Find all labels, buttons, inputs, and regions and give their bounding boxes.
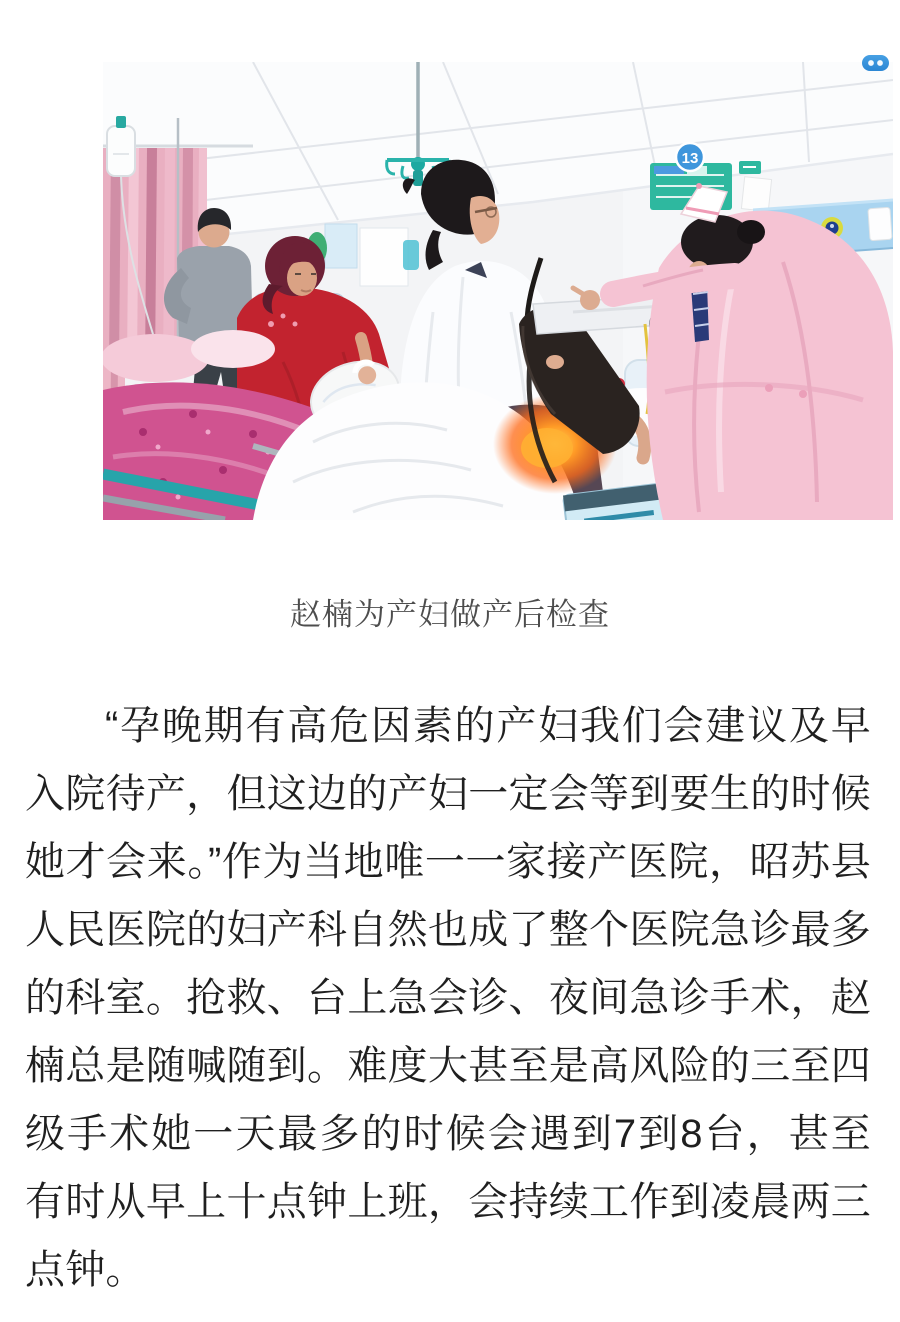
ward-number: 13 [681,150,699,167]
article-image[interactable] [103,62,893,520]
hospital-ward-scene [103,62,893,520]
article-paragraph: “孕晚期有高危因素的产妇我们会建议及早入院待产，但这边的产妇一定会等到要生的时候她才会来。”作为当地唯一一家接产医院，昭苏县人民医院的妇产科自然也成了整个医院急诊最多的科室。抢救、台上急会诊、夜间急诊手术，赵楠总是随喊随到。难度大甚至是高风险的三至四级手术她一天最多的时候会遇到7到8台，甚至有时从早上十点钟上班，会持续工作到凌晨两三点钟。 [25,704,871,1292]
doctor-hand [546,355,564,369]
corner-badge-icon[interactable] [862,55,889,71]
photo-caption: 赵楠为产妇做产后检查 [290,597,610,632]
article-body [25,692,871,1304]
